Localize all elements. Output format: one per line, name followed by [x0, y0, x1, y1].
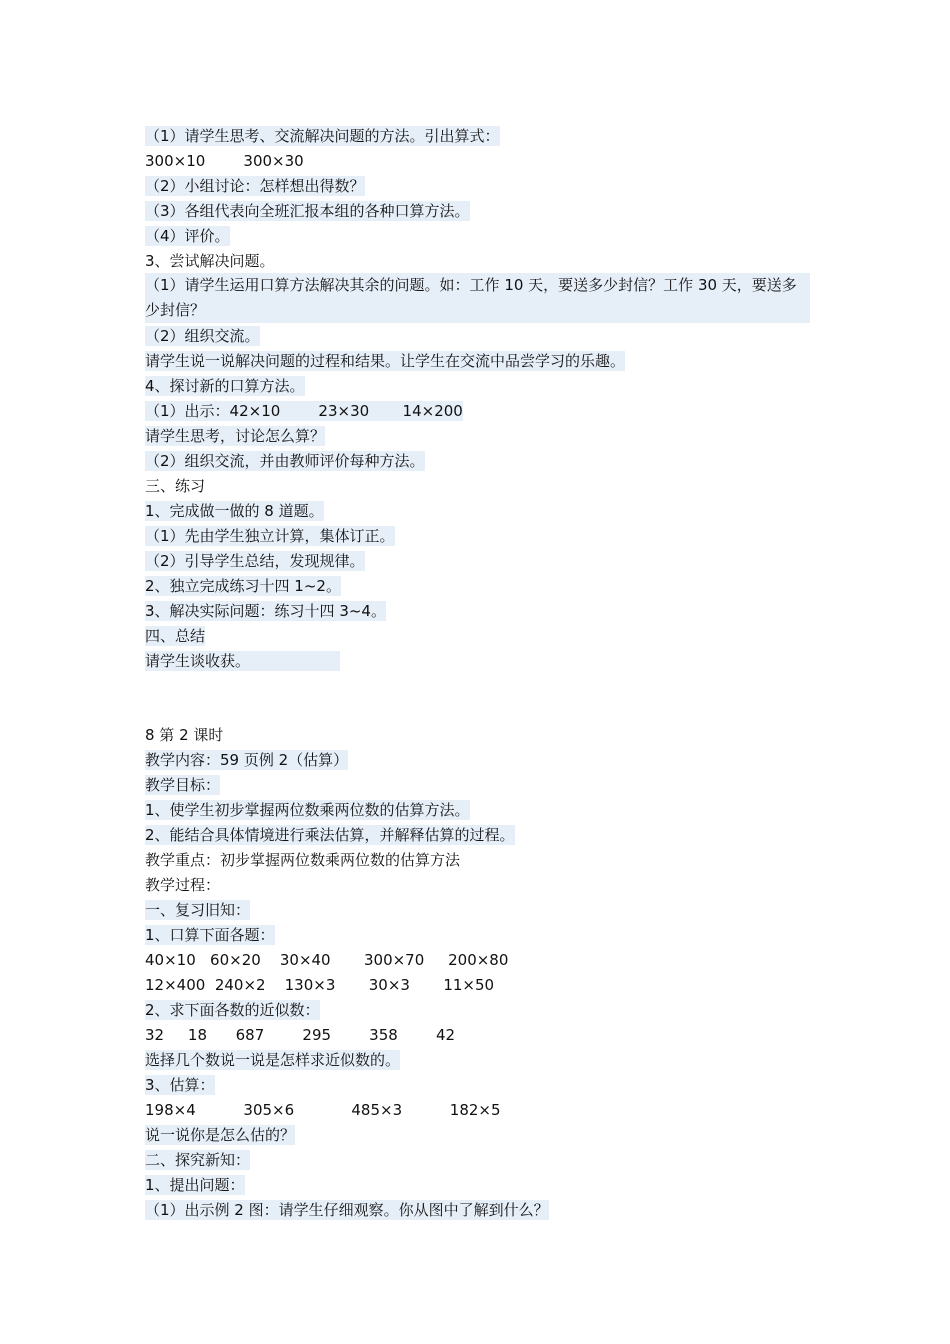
text-line: 教学内容：59 页例 2（估算） [145, 751, 349, 769]
text-line: 3、解决实际问题：练习十四 3~4。 [145, 602, 386, 620]
text-line: 请学生说一说解决问题的过程和结果。让学生在交流中品尝学习的乐趣。 [145, 352, 626, 370]
text-line: （1）请学生思考、交流解决问题的方法。引出算式： [145, 127, 500, 145]
text-line: 教学过程： [145, 876, 221, 894]
text-line: 四、总结 [145, 627, 206, 645]
text-line: （1）出示例 2 图：请学生仔细观察。你从图中了解到什么？ [145, 1201, 549, 1219]
text-line: 1、使学生初步掌握两位数乘两位数的估算方法。 [145, 801, 470, 819]
text-line: 1、口算下面各题： [145, 926, 275, 944]
text-line: 2、独立完成练习十四 1~2。 [145, 577, 341, 595]
text-line: 请学生思考，讨论怎么算？ [145, 427, 326, 445]
text-line: 40×10 60×20 30×40 300×70 200×80 [145, 951, 509, 969]
text-line: 教学目标： [145, 776, 221, 794]
text-line: 3、估算： [145, 1076, 215, 1094]
text-line: 12×400 240×2 130×3 30×3 11×50 [145, 976, 495, 994]
text-line: 请学生谈收获。 [145, 651, 340, 671]
text-line: 教学重点：初步掌握两位数乘两位数的估算方法 [145, 851, 461, 869]
text-line: （2）组织交流，并由教师评价每种方法。 [145, 452, 425, 470]
text-line: （1）先由学生独立计算，集体订正。 [145, 527, 395, 545]
text-line: 32 18 687 295 358 42 [145, 1026, 456, 1044]
text-line: 三、练习 [145, 477, 206, 495]
text-line: （4）评价。 [145, 227, 230, 245]
text-line: （3）各组代表向全班汇报本组的各种口算方法。 [145, 202, 470, 220]
text-line: 198×4 305×6 485×3 182×5 [145, 1101, 501, 1119]
text-line: （1）出示：42×10 23×30 14×200 [145, 402, 463, 420]
text-line: 一、复习旧知： [145, 901, 251, 919]
text-line: 二、探究新知： [145, 1151, 251, 1169]
text-line: （2）组织交流。 [145, 327, 260, 345]
text-line: 8 第 2 课时 [145, 726, 224, 744]
text-line: 2、求下面各数的近似数： [145, 1001, 320, 1019]
text-line: 1、提出问题： [145, 1176, 245, 1194]
text-line: （1）请学生运用口算方法解决其余的问题。如：工作 10 天，要送多少封信？工作 30 天，要送多少封信？ [145, 273, 810, 323]
text-line: 说一说你是怎么估的？ [145, 1126, 296, 1144]
text-line: 300×10 300×30 [145, 152, 304, 170]
text-line: 3、尝试解决问题。 [145, 252, 275, 270]
text-line: （2）引导学生总结，发现规律。 [145, 552, 365, 570]
text-line: 4、探讨新的口算方法。 [145, 377, 305, 395]
text-line: 选择几个数说一说是怎样求近似数的。 [145, 1051, 401, 1069]
text-line: （2）小组讨论：怎样想出得数？ [145, 177, 365, 195]
text-line: 1、完成做一做的 8 道题。 [145, 502, 324, 520]
text-line: 2、能结合具体情境进行乘法估算，并解释估算的过程。 [145, 826, 515, 844]
